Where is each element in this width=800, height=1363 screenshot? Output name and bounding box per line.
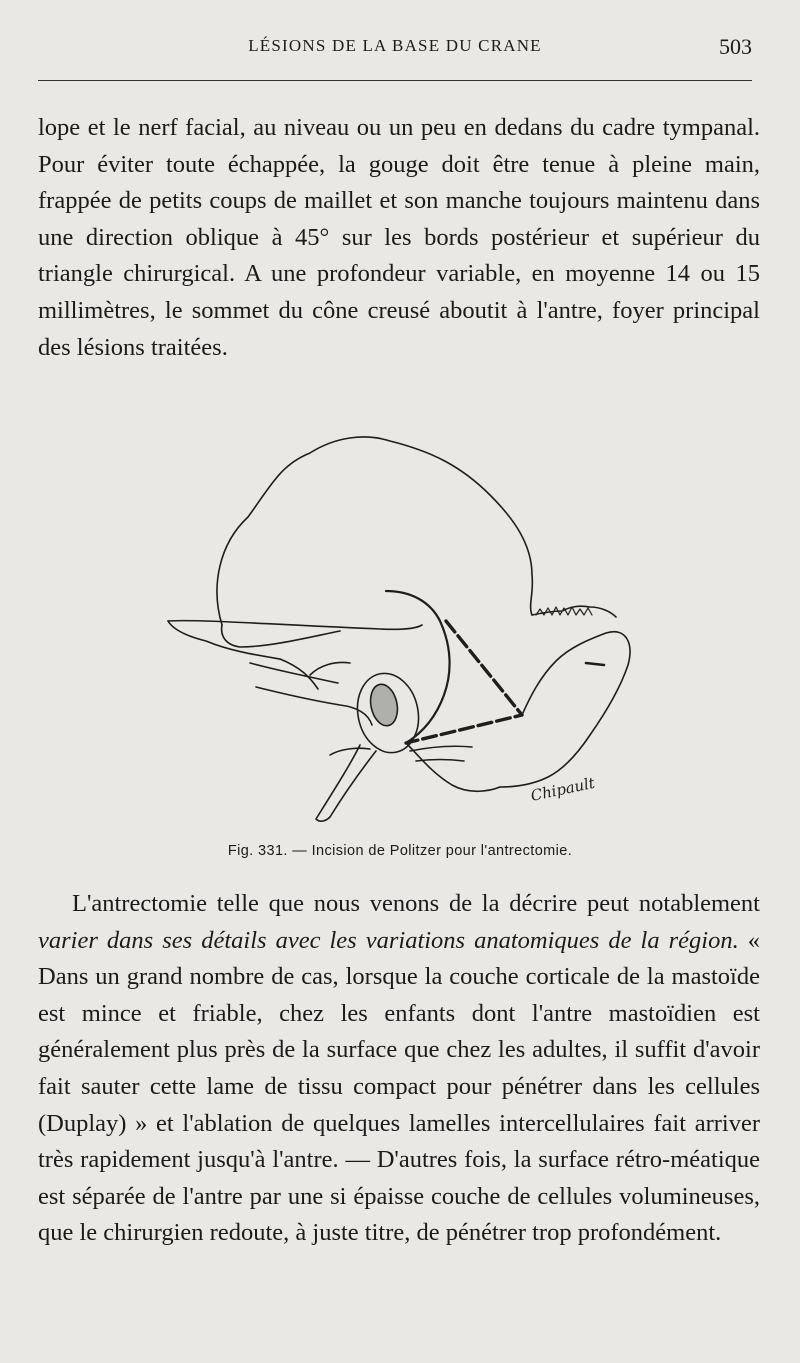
skull-base-illustration [160, 425, 640, 835]
paragraph-1: lope et le nerf facial, au niveau ou un peu en dedans du cadre tympanal. Pour éviter toute échappée, la gouge doit être tenue à pleine main, frappée de petits coups de maillet et son manche toujours maintenu dans une direction oblique à 45° sur les bords postérieur et supérieur du triangle chirurgical. A une profondeur variable, en moyenne 14 ou 15 millimètres, le sommet du cône creusé aboutit à l'antre, foyer principal des lésions traitées. [38, 114, 760, 361]
paragraph-2 [38, 886, 760, 1252]
figure-caption: Fig. 331. — Incision de Politzer pour l'antrectomie. [227, 843, 573, 859]
running-title: LÉSIONS DE LA BASE DU CRANE [248, 36, 542, 55]
header-rule [38, 80, 752, 81]
page-number: 503 [719, 34, 752, 59]
figure-331 [160, 425, 640, 835]
page-header [38, 34, 752, 62]
paragraph-2-rest: « Dans un grand nombre de cas, lorsque la couche corticale de la mastoïde est mince et friable, chez les enfants dont l'antre mastoïdien est généralement plus près de la surface que chez les adultes, il suffit d'avoir fait sauter cette lame de tissu compact pour pénétrer dans les cellules (Duplay) » et l'ablation de quelques lamelles intercellulaires fait arriver très rapidement jusqu'à l'antre. — D'autres fois, la surface rétro-méatique est séparée de l'antre par une si épaisse couche de cellules volumineuses, que le chirurgien redoute, à juste titre, de pénétrer trop profondément. [38, 926, 761, 1247]
paragraph-2-italic: varier dans ses détails avec les variations anatomiques de la région. [38, 926, 739, 954]
artist-signature: Chipault [529, 773, 597, 805]
paragraph-2-lead: L'antrectomie telle que nous venons de la décrire peut notablement [72, 890, 760, 917]
